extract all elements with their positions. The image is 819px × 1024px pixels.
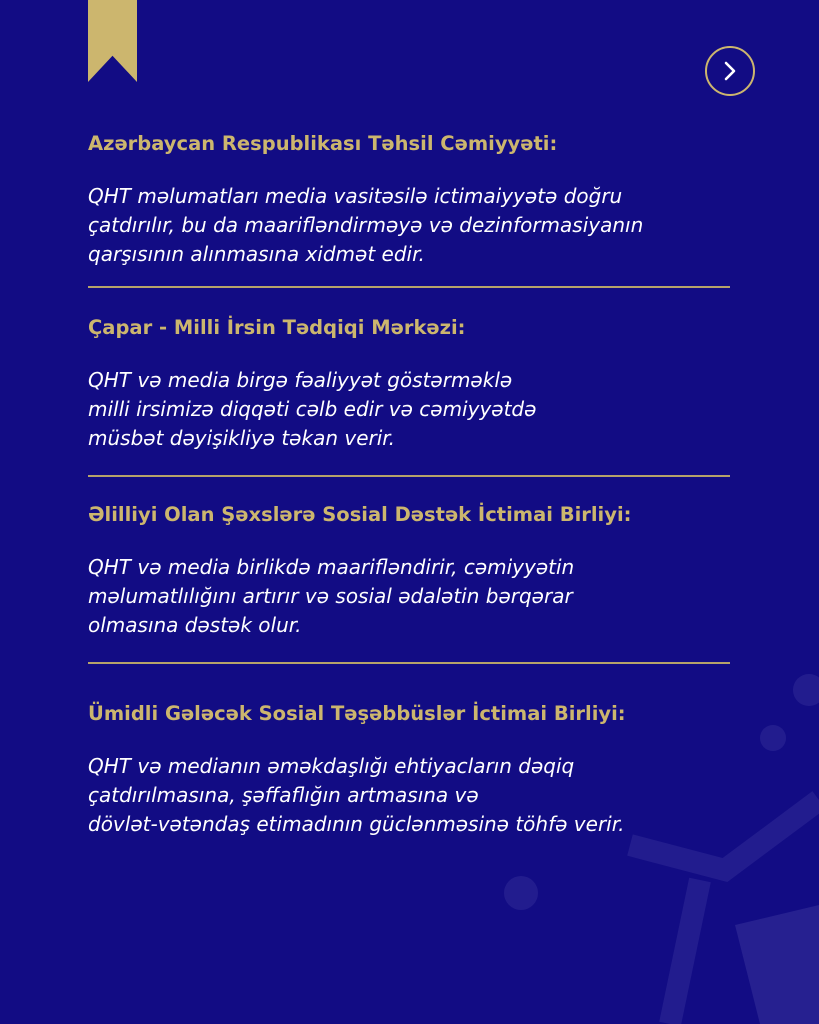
section-body: QHT məlumatları media vasitəsilə ictimaiyyətə doğru çatdırılır, bu da maarifləndirməyə və dezinformasiyanın qarşısının alınmasına xidmət edir. — [88, 184, 644, 266]
section-tehsil-cemiyyeti — [88, 131, 768, 269]
section-title: Əlilliyi Olan Şəxslərə Sosial Dəstək İctimai Birliyi: — [88, 503, 632, 526]
divider — [88, 286, 730, 288]
divider — [88, 475, 730, 477]
divider — [88, 662, 730, 664]
section-elilliyi-olan — [88, 502, 768, 640]
chevron-right-icon — [720, 60, 740, 82]
section-title: Ümidli Gələcək Sosial Təşəbbüslər İctimai Birliyi: — [88, 702, 626, 725]
next-button[interactable] — [705, 46, 755, 96]
section-title: Çapar - Milli İrsin Tədqiqi Mərkəzi: — [88, 316, 466, 339]
section-body: QHT və media birlikdə maarifləndirir, cəmiyyətin məlumatlılığını artırır və sosial ədalətin bərqərar olmasına dəstək olur. — [88, 555, 575, 637]
section-umidli-gelecek — [88, 701, 768, 839]
section-body: QHT və media birgə fəaliyyət göstərməklə milli irsimizə diqqəti cəlb edir və cəmiyyətdə müsbət dəyişikliyə təkan verir. — [88, 368, 537, 450]
section-capar — [88, 315, 768, 453]
section-title: Azərbaycan Respublikası Təhsil Cəmiyyəti: — [88, 132, 558, 155]
section-body: QHT və medianın əməkdaşlığı ehtiyacların dəqiq çatdırılmasına, şəffaflığın artmasına və dövlət-vətəndaş etimadının güclənməsinə töhfə verir. — [88, 754, 625, 836]
